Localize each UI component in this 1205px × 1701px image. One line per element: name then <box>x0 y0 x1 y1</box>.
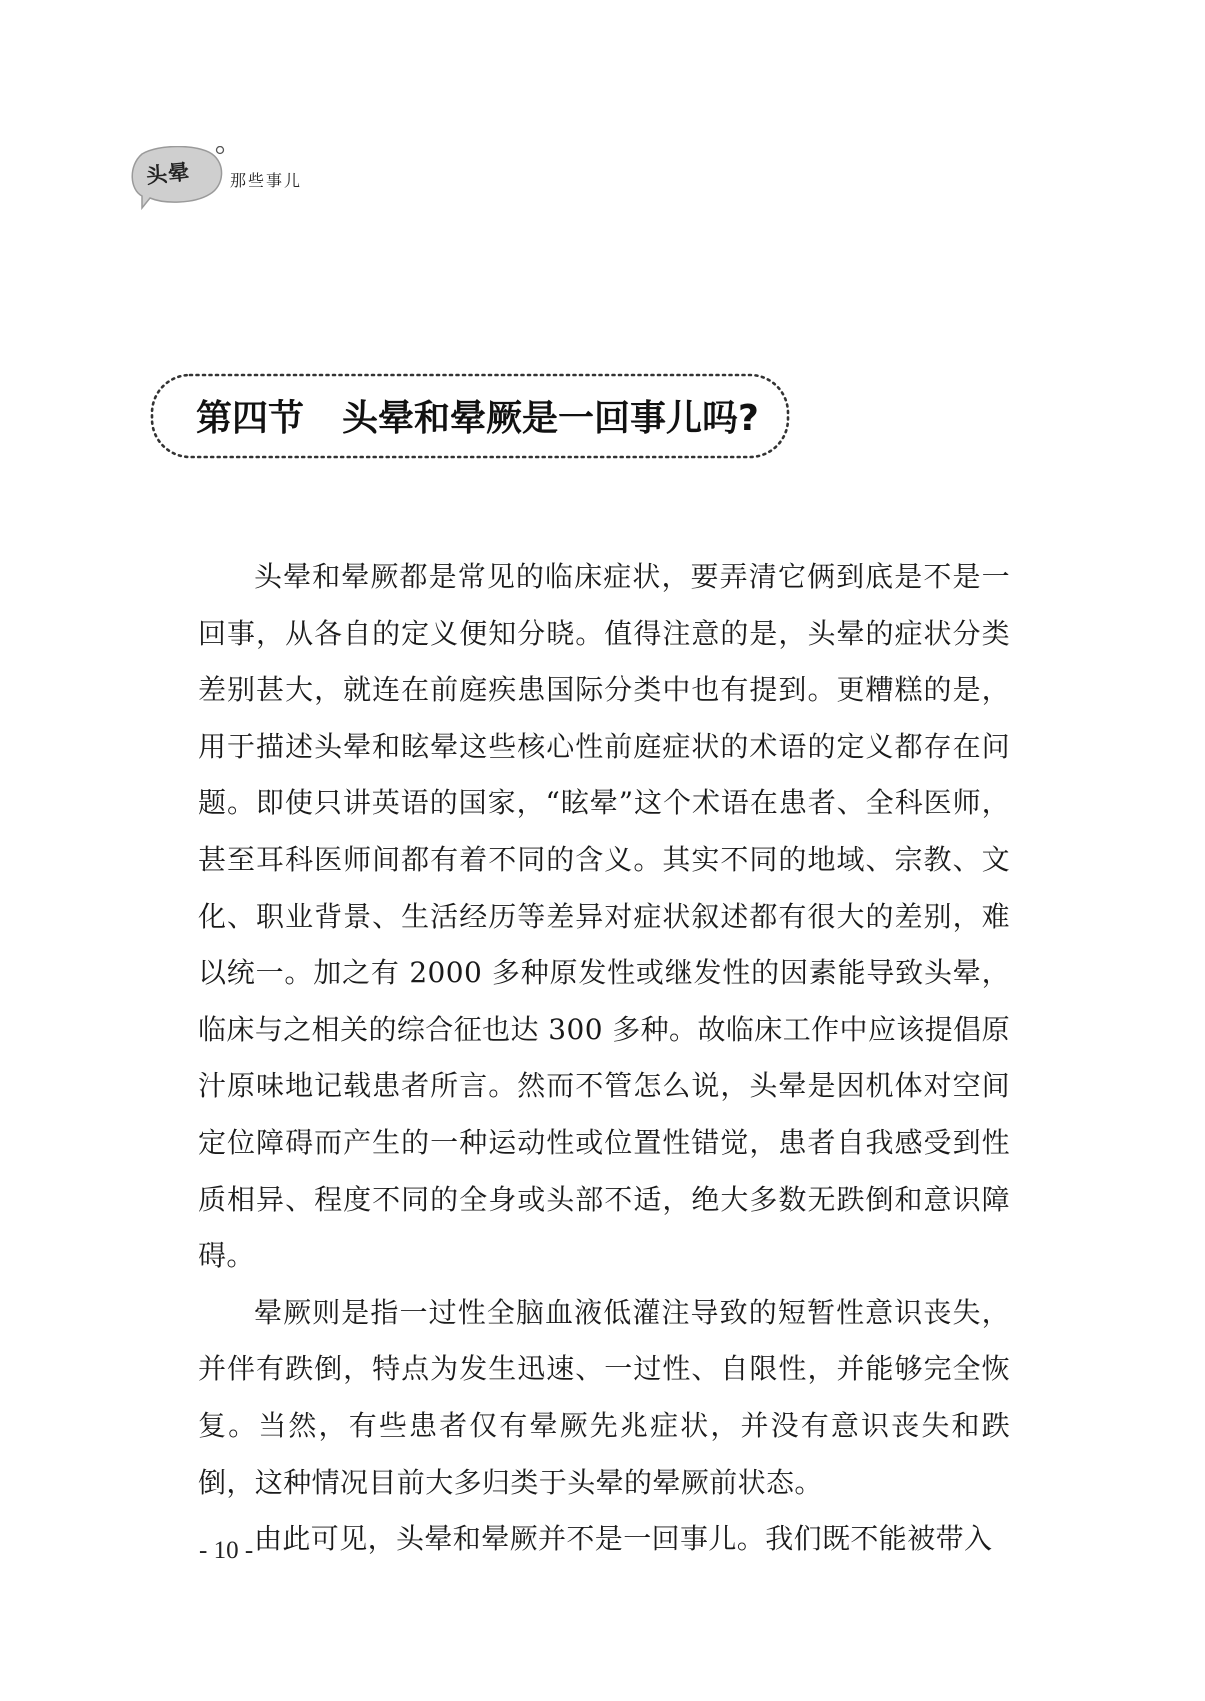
header-logo <box>128 132 328 222</box>
paragraph: 由此可见，头晕和晕厥并不是一回事儿。我们既不能被带入 <box>254 1522 993 1556</box>
logo-title: 头晕 <box>144 159 192 189</box>
section-number: 第四节 <box>196 398 305 439</box>
page-number: - 10 - <box>199 1537 254 1564</box>
logo-subtitle: 那些事儿 <box>230 171 303 190</box>
paragraph: 晕厥则是指一过性全脑血液低灌注导致的短暂性意识丧失，并伴有跌倒，特点为发生迅速、一过性、自限性，并能够完全恢复。当然，有些患者仅有晕厥先兆症状，并没有意识丧失和跌倒，这种情况目前大多归类于头晕的晕厥前状态。 <box>198 1295 1010 1499</box>
section-title: 头晕和晕厥是一回事儿吗? <box>342 398 759 439</box>
section-heading-box <box>150 373 790 459</box>
body-text <box>198 549 1010 1568</box>
section-heading <box>196 390 759 441</box>
paragraph: 头晕和晕厥都是常见的临床症状，要弄清它俩到底是不是一回事，从各自的定义便知分晓。值得注意的是，头晕的症状分类差别甚大，就连在前庭疾患国际分类中也有提到。更糟糕的是，用于描述头晕和眩晕这些核心性前庭症状的术语的定义都存在问题。即使只讲英语的国家，“眩晕”这个术语在患者、全科医师，甚至耳科医师间都有着不同的含义。其实不同的地域、宗教、文化、职业背景、生活经历等差异对症状叙述都有很大的差别，难以统一。加之有 2000 多种原发性或继发性的因素能导致头晕，临床与之相关的综合征也达 300 多种。故临床工作中应该提倡原汁原味地记载患者所言。然而不管怎么说，头晕是因机体对空间定位障碍而产生的一种运动性或位置性错觉，患者自我感受到性质相异、程度不同的全身或头部不适，绝大多数无跌倒和意识障碍。 <box>198 560 1010 1273</box>
